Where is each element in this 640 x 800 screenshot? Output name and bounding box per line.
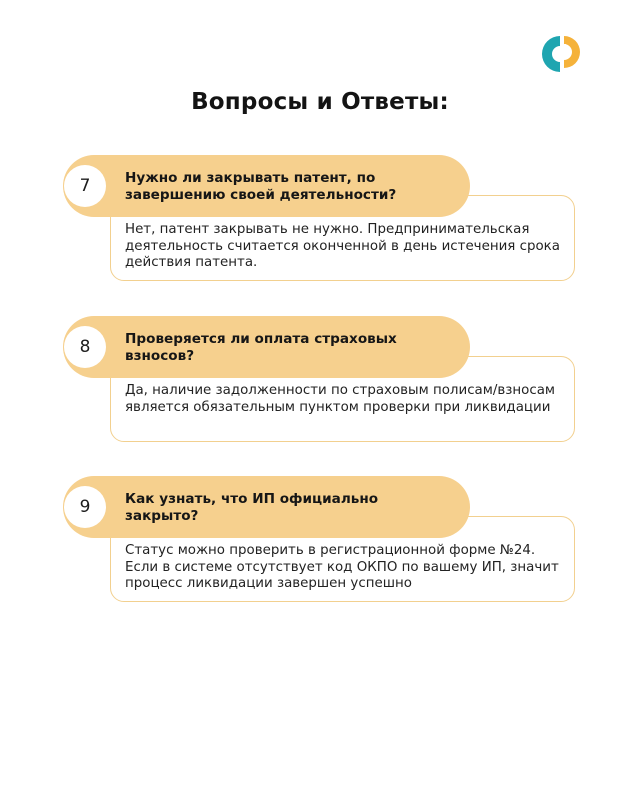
answer-text: Да, наличие задолженности по страховым полисам/взносам является обязательным пунктом проверки при ликвидации <box>125 383 556 415</box>
faq-item-8 <box>0 316 640 466</box>
question-number-badge: 7 <box>64 165 106 207</box>
answer-text: Нет, патент закрывать не нужно. Предпринимательская деятельность считается оконченной в день истечения срока действия патента. <box>125 222 560 270</box>
faq-item-7 <box>0 155 640 305</box>
question-text: Нужно ли закрывать патент, по завершению своей деятельности? <box>125 170 397 203</box>
question-number-badge: 9 <box>64 486 106 528</box>
question-text: Проверяется ли оплата страховых взносов? <box>125 331 397 364</box>
brand-logo-icon <box>538 30 586 78</box>
question-number-badge: 8 <box>64 326 106 368</box>
faq-item-9 <box>0 476 640 626</box>
question-text: Как узнать, что ИП официально закрыто? <box>125 491 379 524</box>
page-title: Вопросы и Ответы: <box>191 89 449 115</box>
answer-text: Статус можно проверить в регистрационной форме №24. Если в системе отсутствует код ОКПО по вашему ИП, значит процесс ликвидации завершен успешно <box>125 543 559 591</box>
